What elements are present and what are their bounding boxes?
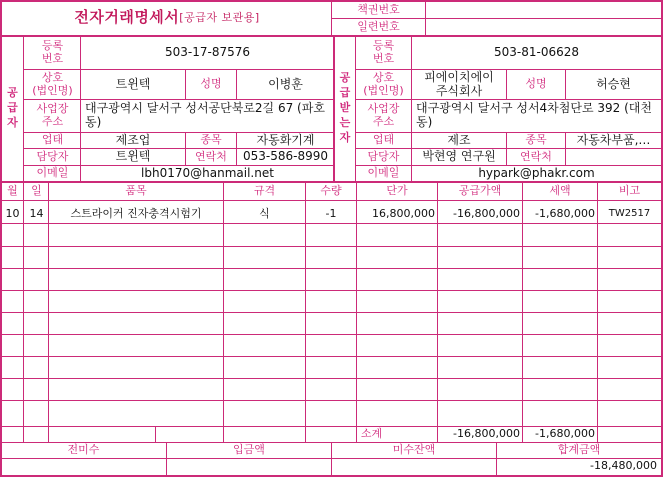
supplier-business-type: 제조업 (115, 133, 151, 147)
receiver-side-char: 받 (339, 101, 351, 115)
grid-line (0, 200, 663, 201)
total-label: 합계금액 (557, 443, 601, 457)
receiver-name-label: 성명 (525, 77, 547, 91)
supplier-business-type-label: 업태 (41, 133, 64, 147)
supplier-company-label: 상호 (법인명) (32, 70, 73, 97)
supplier-business-item: 자동화기계 (256, 133, 315, 147)
serial-no-value[interactable] (426, 19, 661, 36)
col-tax: 세액 (549, 184, 571, 198)
supplier-business-item-label: 종목 (200, 133, 222, 147)
grid-line (0, 475, 663, 477)
receiver-reg-no: 503-81-06628 (493, 45, 579, 60)
col-supply: 공급가액 (458, 184, 502, 198)
receiver-company-label: 상호 (법인명) (363, 70, 404, 97)
receiver-contact-label: 담당자 (367, 149, 400, 163)
row-spec: 식 (259, 206, 270, 220)
book-no-value[interactable] (426, 2, 661, 18)
receiver-reg-no-label: 등록 번호 (372, 39, 395, 65)
supplier-address-label: 사업장 주소 (36, 102, 69, 128)
grid-line (0, 356, 663, 357)
row-month: 10 (5, 206, 20, 220)
deposit-label: 입금액 (233, 443, 265, 457)
supplier-phone-label: 연락처 (195, 149, 227, 163)
col-spec: 규격 (253, 184, 276, 198)
col-unit-price: 단가 (386, 184, 408, 198)
receiver-address-label: 사업장 주소 (367, 102, 400, 128)
col-note: 비고 (618, 184, 641, 198)
row-supply: -16,800,000 (453, 206, 520, 220)
supplier-email: lbh0170@hanmail.net (141, 166, 274, 180)
grid-line (0, 223, 663, 224)
row-item: 스트라이커 진자충격시험기 (70, 206, 202, 220)
row-qty: -1 (325, 206, 337, 220)
supplier-side-char: 공 (7, 86, 18, 100)
grid-line (0, 246, 663, 247)
receiver-name: 허승현 (596, 76, 631, 91)
supplier-phone: 053-586-8990 (242, 149, 328, 164)
supplier-address: 대구광역시 달서구 성서공단북로2길 67 (파호동) (85, 101, 325, 129)
supplier-contact: 트윈텍 (115, 149, 151, 164)
title-text: 전자거래명세서 (74, 8, 180, 27)
row-tax: -1,680,000 (535, 206, 595, 220)
receiver-business-item-label: 종목 (525, 133, 547, 147)
row-day: 14 (29, 206, 44, 220)
receiver-business-type: 제조 (447, 133, 471, 147)
col-qty: 수량 (320, 184, 342, 198)
grid-line (0, 290, 663, 291)
col-month: 월 (7, 184, 18, 198)
receiver-business-item: 자동차부품,… (576, 133, 651, 147)
grid-line (0, 378, 663, 379)
supplier-reg-no-label: 등록 번호 (41, 39, 64, 65)
row-note: TW2517 (608, 208, 651, 220)
receiver-contact: 박현영 연구원 (422, 149, 496, 164)
prev-balance-label: 전미수 (67, 443, 100, 457)
receiver-email: hypark@phakr.com (478, 166, 595, 180)
grid-line (0, 334, 663, 335)
supplier-contact-label: 담당자 (36, 149, 69, 163)
receiver-side-char: 공 (339, 71, 351, 85)
balance-label: 미수잔액 (392, 443, 436, 457)
subtotal-label: 소계 (360, 427, 383, 441)
receiver-side-char: 자 (339, 130, 351, 144)
supplier-side-label (1, 37, 24, 180)
subtotal-supply: -16,800,000 (453, 427, 520, 441)
receiver-side-char: 급 (339, 86, 351, 100)
supplier-name: 이병훈 (268, 76, 303, 91)
supplier-company: 트윈텍 (115, 76, 151, 91)
supplier-email-label: 이메일 (36, 166, 69, 180)
grid-line (0, 400, 663, 401)
row-unit-price: 16,800,000 (372, 206, 435, 220)
serial-no-label: 일련번호 (357, 20, 400, 34)
receiver-business-type-label: 업태 (372, 133, 395, 147)
receiver-address: 대구광역시 달서구 성서4차첨단로 392 (대천동) (416, 101, 652, 129)
grid-line (0, 312, 663, 313)
supplier-side-char: 급 (7, 101, 18, 115)
grid-line (0, 268, 663, 269)
supplier-side-char: 자 (7, 115, 18, 129)
grid-line (155, 426, 156, 442)
book-no-label: 책권번호 (357, 2, 400, 16)
col-item: 품목 (125, 184, 147, 198)
document-title (2, 2, 332, 34)
title-subtitle: [공급자 보관용] (179, 10, 260, 24)
receiver-side-char: 는 (339, 115, 351, 129)
receiver-side-label (335, 37, 355, 180)
receiver-phone-label: 연락처 (520, 149, 552, 163)
supplier-reg-no: 503-17-87576 (164, 45, 250, 60)
total-value: -18,480,000 (590, 459, 657, 473)
receiver-email-label: 이메일 (367, 166, 400, 180)
col-day: 일 (31, 184, 42, 198)
subtotal-tax: -1,680,000 (535, 427, 595, 441)
receiver-company: 피에이치에이 주식회사 (424, 70, 494, 98)
receiver-phone (566, 149, 661, 165)
supplier-name-label: 성명 (200, 77, 222, 91)
